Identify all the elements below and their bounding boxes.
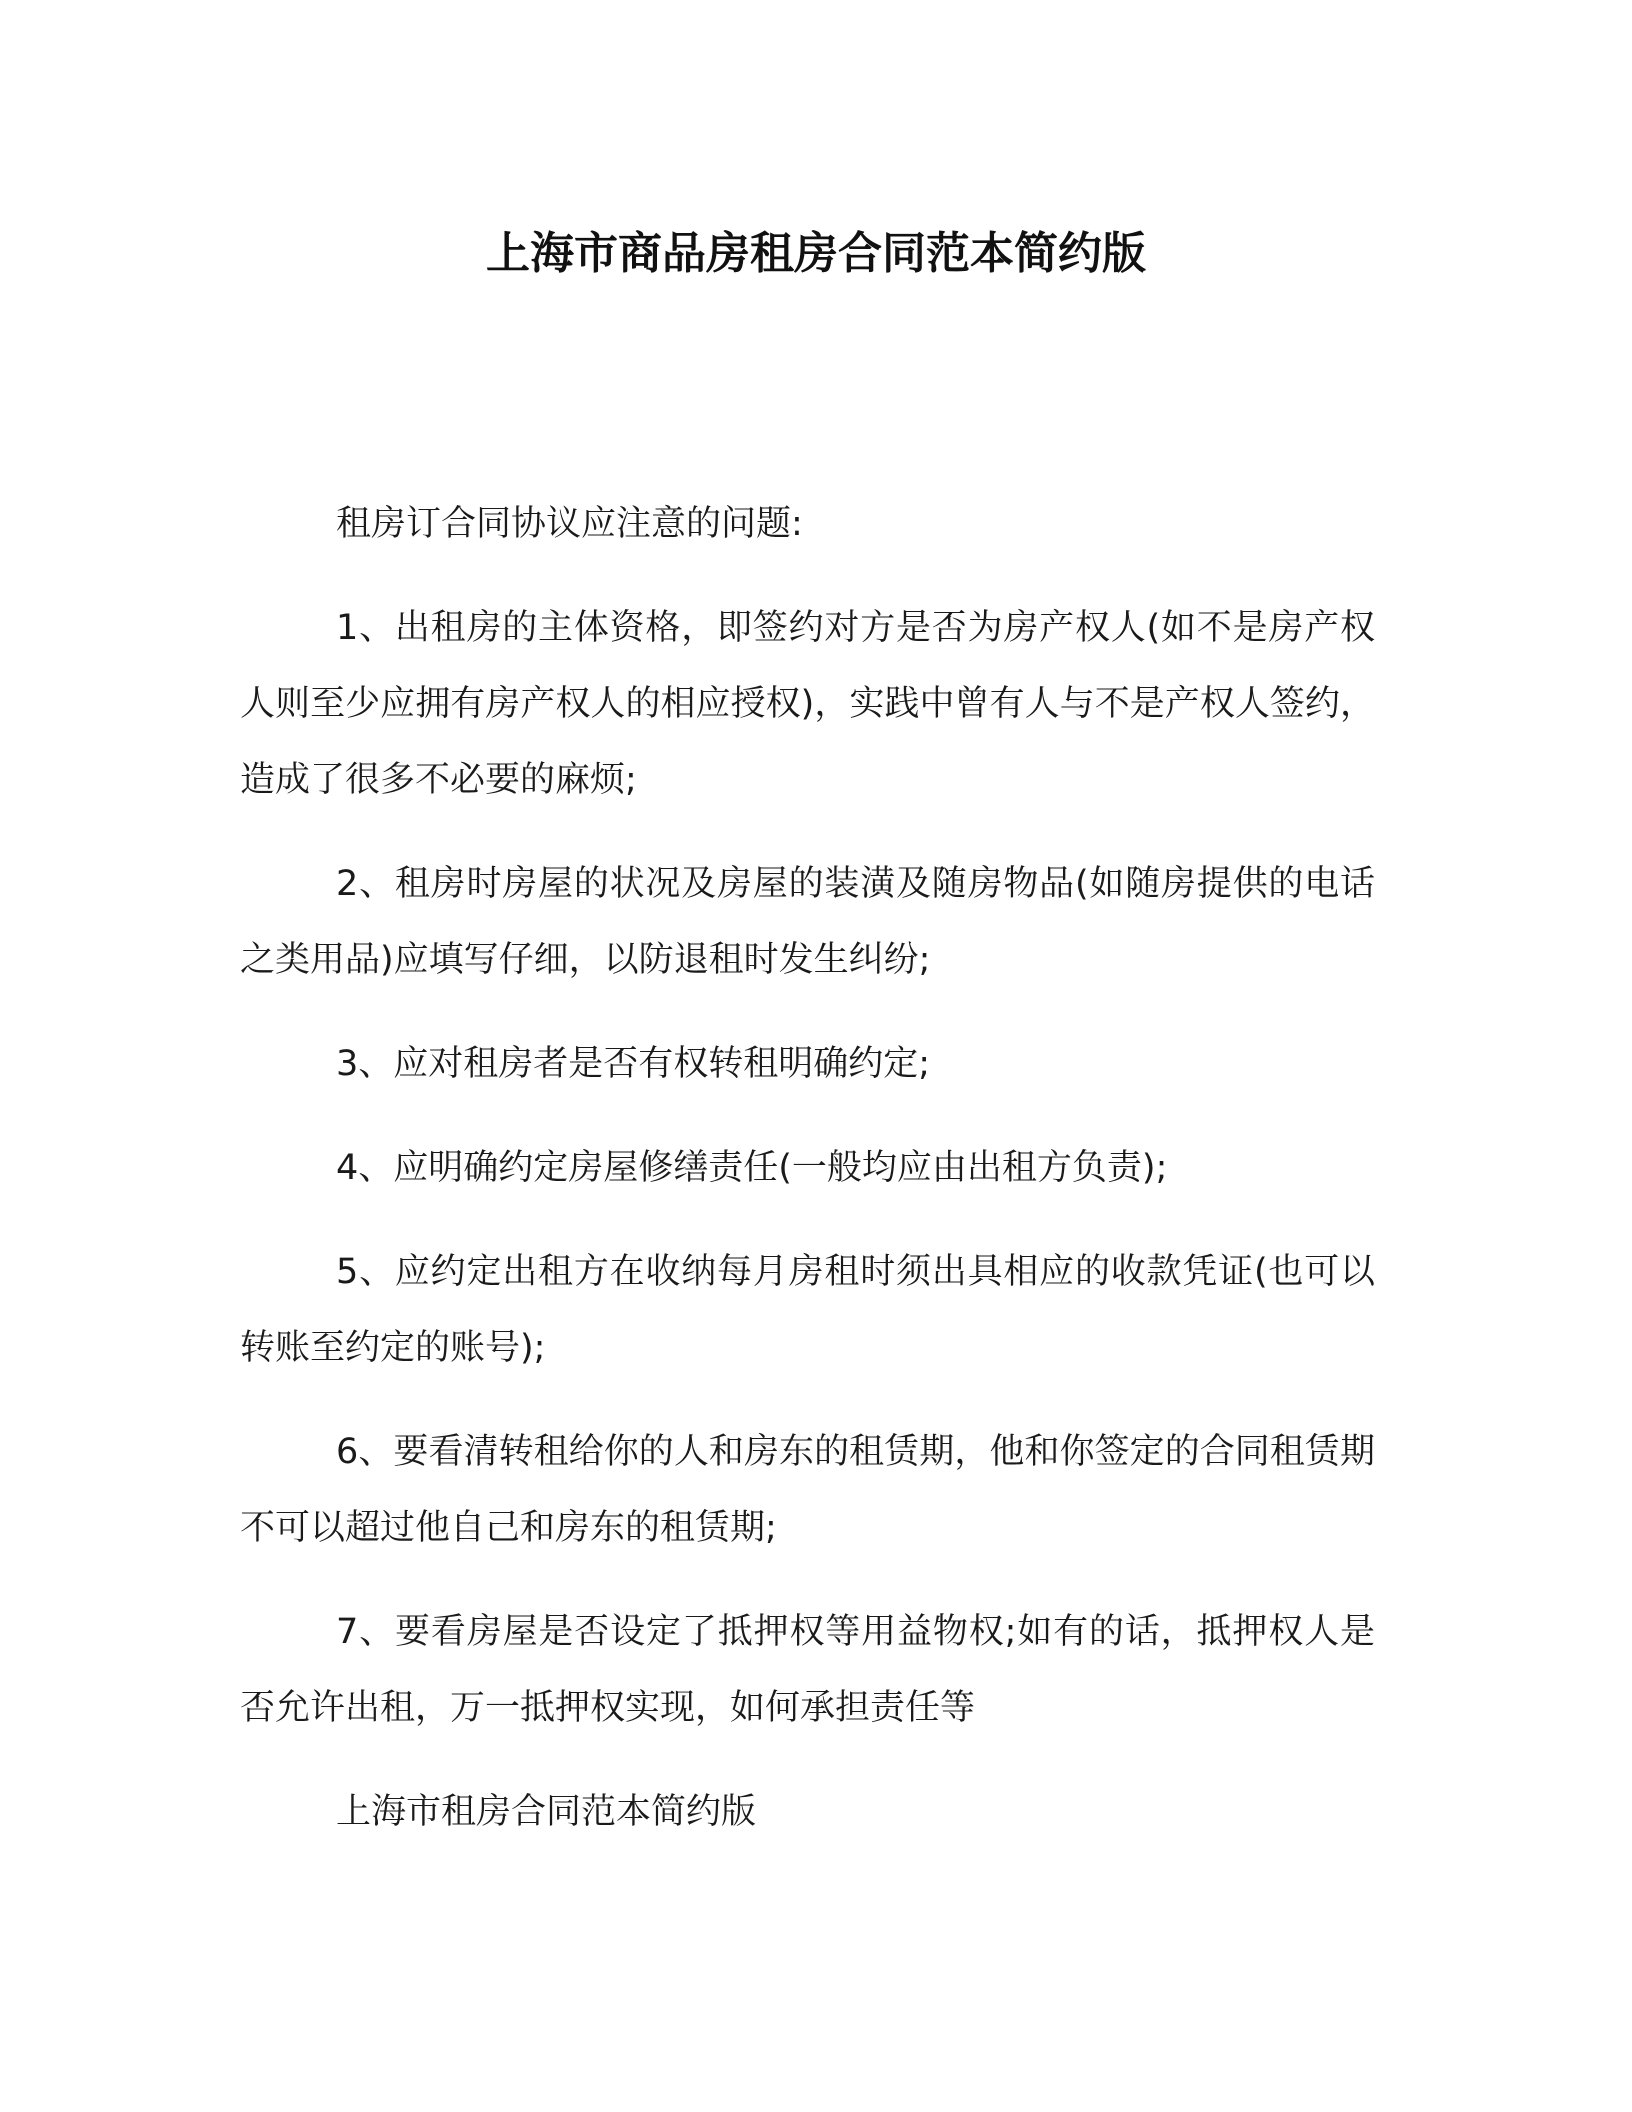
document-body <box>240 486 1375 1878</box>
list-item-1: 1、出租房的主体资格，即签约对方是否为房产权人(如不是房产权人则至少应拥有房产权人的相应授权)，实践中曾有人与不是产权人签约，造成了很多不必要的麻烦; <box>240 608 1375 800</box>
list-item-5: 5、应约定出租方在收纳每月房租时须出具相应的收款凭证(也可以转账至约定的账号); <box>240 1252 1375 1368</box>
list-item-3: 3、应对租房者是否有权转租明确约定; <box>336 1044 931 1084</box>
closing-paragraph: 上海市租房合同范本简约版 <box>336 1792 757 1832</box>
document-title: 上海市商品房租房合同范本简约版 <box>486 228 1146 279</box>
list-item-2: 2、租房时房屋的状况及房屋的装潢及随房物品(如随房提供的电话之类用品)应填写仔细，以防退租时发生纠纷; <box>240 864 1375 980</box>
list-item-6: 6、要看清转租给你的人和房东的租赁期，他和你签定的合同租赁期不可以超过他自己和房东的租赁期; <box>240 1432 1375 1548</box>
list-item-7: 7、要看房屋是否设定了抵押权等用益物权;如有的话，抵押权人是否允许出租，万一抵押权实现，如何承担责任等 <box>240 1612 1375 1728</box>
intro-paragraph: 租房订合同协议应注意的问题: <box>336 504 803 544</box>
list-item-4: 4、应明确约定房屋修缮责任(一般均应由出租方负责); <box>336 1148 1168 1188</box>
